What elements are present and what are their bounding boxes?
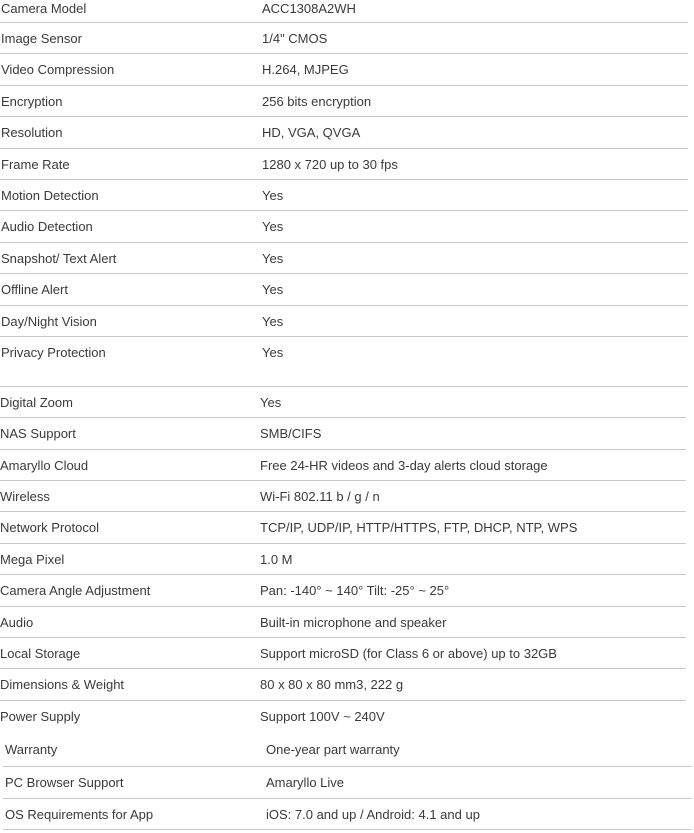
spec-label: Audio Detection <box>1 219 93 235</box>
spec-value: Yes <box>262 250 284 266</box>
spec-row <box>0 450 694 481</box>
spec-label: Audio <box>0 614 34 630</box>
spec-value: 256 bits encryption <box>262 93 372 109</box>
spec-row <box>0 23 694 54</box>
spec-value: Amaryllo Live <box>266 775 345 791</box>
spec-row <box>0 481 694 512</box>
spec-value: 80 x 80 x 80 mm3, 222 g <box>260 677 404 693</box>
spec-value: Yes <box>262 187 284 203</box>
spec-row <box>0 243 694 274</box>
spec-value: SMB/CIFS <box>260 426 322 442</box>
spec-label: OS Requirements for App <box>5 806 154 822</box>
spec-value: Yes <box>260 394 282 410</box>
spec-label: Dimensions & Weight <box>0 677 125 693</box>
spec-label: Digital Zoom <box>0 394 73 410</box>
spec-label: Snapshot/ Text Alert <box>1 250 117 266</box>
spec-value: Support 100V ~ 240V <box>260 708 385 724</box>
spec-label: Power Supply <box>0 708 81 724</box>
spec-label: Resolution <box>1 125 63 141</box>
spec-label: Motion Detection <box>1 187 99 203</box>
spec-value: Support microSD (for Class 6 or above) up to 32GB <box>260 646 557 662</box>
spec-group-1 <box>0 0 694 387</box>
spec-value: Pan: -140° ~ 140° Tilt: -25° ~ 25° <box>260 583 450 599</box>
spec-label: Camera Angle Adjustment <box>0 583 151 599</box>
spec-row <box>0 607 694 638</box>
row-divider <box>3 829 692 830</box>
spec-value: iOS: 7.0 and up / Android: 4.1 and up <box>266 806 480 822</box>
spec-value: One-year part warranty <box>266 742 400 758</box>
spec-label: Image Sensor <box>1 31 82 46</box>
spec-row <box>0 512 694 543</box>
spec-value: 1280 x 720 up to 30 fps <box>262 156 398 172</box>
spec-value: ACC1308A2WH <box>262 1 356 16</box>
spec-row <box>0 418 694 449</box>
spec-row <box>0 0 694 23</box>
spec-label: PC Browser Support <box>5 775 124 791</box>
spec-label: Amaryllo Cloud <box>0 457 89 473</box>
spec-label: NAS Support <box>0 426 76 442</box>
spec-label: Encryption <box>1 93 63 109</box>
spec-row <box>0 149 694 180</box>
spec-label: Mega Pixel <box>0 551 65 567</box>
spec-label: Network Protocol <box>0 520 99 536</box>
spec-value: Free 24-HR videos and 3-day alerts cloud storage <box>260 457 548 473</box>
spec-row <box>0 544 694 575</box>
spec-label: Local Storage <box>0 646 81 662</box>
spec-value: Yes <box>262 219 284 235</box>
spec-row <box>0 732 694 767</box>
spec-label: Offline Alert <box>1 282 68 298</box>
spec-label: Frame Rate <box>1 156 70 172</box>
spec-value: Built-in microphone and speaker <box>260 614 447 630</box>
spec-row <box>0 180 694 211</box>
spec-group-3 <box>0 732 694 830</box>
spec-row <box>0 54 694 85</box>
spec-row <box>0 767 694 798</box>
spec-value: HD, VGA, QVGA <box>262 125 361 141</box>
spec-row <box>0 274 694 305</box>
spec-label: Privacy Protection <box>1 344 106 360</box>
group-separator <box>0 366 694 387</box>
spec-row <box>0 701 694 732</box>
spec-value: Yes <box>262 313 284 329</box>
spec-row <box>0 638 694 669</box>
spec-row <box>0 799 694 830</box>
spec-value: Wi-Fi 802.11 b / g / n <box>260 489 380 505</box>
spec-row <box>0 337 694 366</box>
spec-row <box>0 387 694 418</box>
spec-value: Yes <box>262 282 284 298</box>
spec-value: 1.0 M <box>260 551 293 567</box>
spec-group-2 <box>0 387 694 732</box>
spec-row <box>0 117 694 148</box>
spec-label: Warranty <box>5 742 58 758</box>
spec-label: Day/Night Vision <box>1 313 97 329</box>
spec-row <box>0 306 694 337</box>
spec-row <box>0 669 694 700</box>
spec-value: H.264, MJPEG <box>262 62 349 78</box>
spec-row <box>0 86 694 117</box>
spec-value: TCP/IP, UDP/IP, HTTP/HTTPS, FTP, DHCP, NTP, WPS <box>260 520 578 536</box>
spec-value: Yes <box>262 344 284 360</box>
spec-label: Wireless <box>0 489 50 505</box>
spec-label: Camera Model <box>1 1 87 16</box>
spec-row <box>0 575 694 606</box>
spec-row <box>0 211 694 242</box>
spec-label: Video Compression <box>1 62 115 78</box>
spec-value: 1/4" CMOS <box>262 31 328 46</box>
